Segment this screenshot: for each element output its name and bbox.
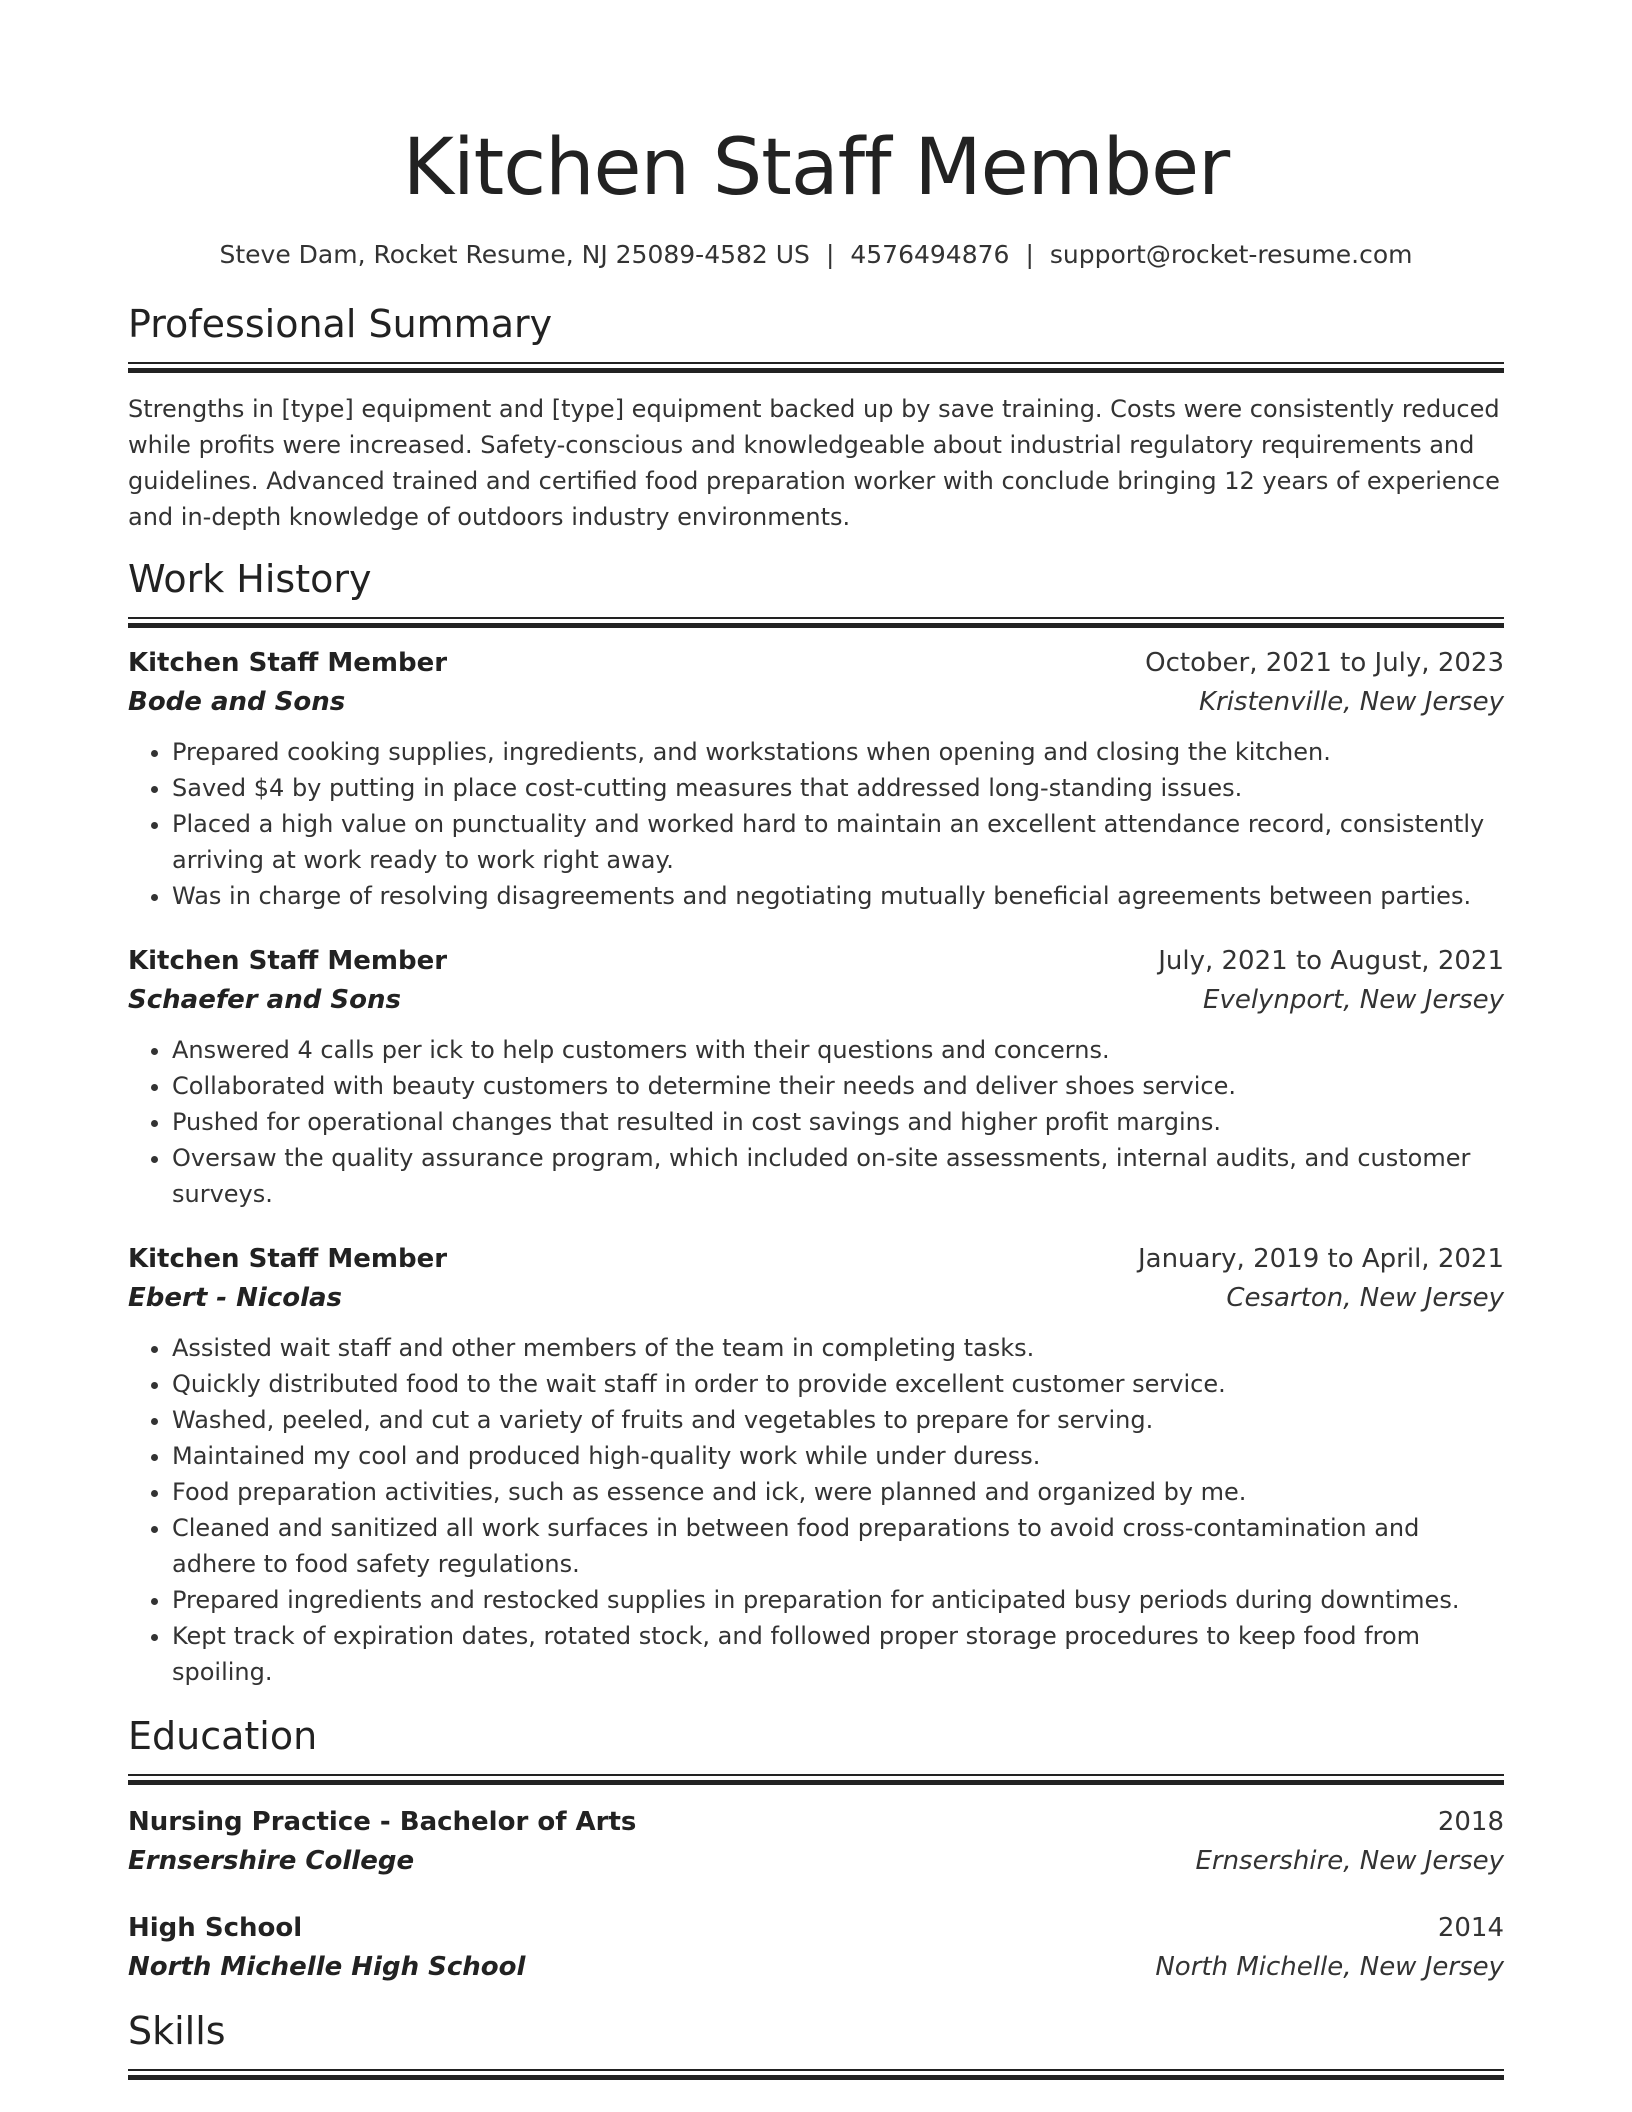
bullet-item: • Saved $4 by putting in place cost-cutting measures that addressed long-standing issues.: [172, 770, 1504, 806]
contact-separator: |: [825, 240, 835, 269]
job-bullets: [128, 1330, 1504, 1690]
graduation-year: 2014: [1437, 1913, 1504, 1943]
contact-phone: 4576494876: [850, 240, 1010, 269]
contact-line: [128, 238, 1504, 272]
education-entry: [128, 1803, 1504, 1881]
section-divider: [128, 1774, 1504, 1785]
bullet-item: • Collaborated with beauty customers to determine their needs and deliver shoes service.: [172, 1068, 1504, 1104]
job-bullets: [128, 1032, 1504, 1212]
job-entry: [128, 1240, 1504, 1690]
bullet-item: • Kept track of expiration dates, rotated stock, and followed proper storage procedures to keep food from spoiling.: [172, 1618, 1504, 1690]
bullet-item: • Maintained my cool and produced high-quality work while under duress.: [172, 1438, 1504, 1474]
summary-section: [128, 300, 1504, 535]
job-title: Kitchen Staff Member: [128, 648, 448, 678]
bullet-item: • Quickly distributed food to the wait staff in order to provide excellent customer service.: [172, 1366, 1504, 1402]
bullet-item: • Pushed for operational changes that resulted in cost savings and higher profit margins.: [172, 1104, 1504, 1140]
contact-separator: |: [1025, 240, 1034, 269]
bullet-item: • Cleaned and sanitized all work surfaces in between food preparations to avoid cross-contamination and adhere to food safety regulations.: [172, 1510, 1504, 1582]
school-name: North Michelle High School: [128, 1952, 526, 1982]
job-title: Kitchen Staff Member: [128, 1244, 448, 1274]
contact-email: support@rocket-resume.com: [1049, 240, 1413, 269]
resume-page: [128, 0, 1504, 2080]
company-name: Ebert - Nicolas: [128, 1283, 343, 1313]
bullet-item: • Prepared ingredients and restocked supplies in preparation for anticipated busy periods during downtimes.: [172, 1582, 1504, 1618]
education-section: [128, 1712, 1504, 1987]
bullet-item: • Was in charge of resolving disagreements and negotiating mutually beneficial agreements between parties.: [172, 878, 1504, 914]
contact-address: Steve Dam, Rocket Resume, NJ 25089-4582 US: [219, 240, 810, 269]
school-location: Ernsershire, New Jersey: [1195, 1846, 1504, 1876]
bullet-item: • Oversaw the quality assurance program, which included on-site assessments, internal audits, and customer surveys.: [172, 1140, 1504, 1212]
section-heading: Work History: [128, 557, 372, 601]
job-location: Kristenville, New Jersey: [1198, 687, 1504, 717]
graduation-year: 2018: [1437, 1807, 1504, 1837]
job-bullets: [128, 734, 1504, 914]
section-divider: [128, 362, 1504, 373]
job-location: Cesarton, New Jersey: [1226, 1283, 1504, 1313]
bullet-item: • Washed, peeled, and cut a variety of fruits and vegetables to prepare for serving.: [172, 1402, 1504, 1438]
company-name: Bode and Sons: [128, 687, 346, 717]
degree-name: High School: [128, 1913, 303, 1943]
bullet-item: • Answered 4 calls per ick to help customers with their questions and concerns.: [172, 1032, 1504, 1068]
bullet-item: • Placed a high value on punctuality and worked hard to maintain an excellent attendance record, consistently arriving at work ready to work right away.: [172, 806, 1504, 878]
job-dates: October, 2021 to July, 2023: [1145, 648, 1504, 678]
section-heading: Education: [128, 1714, 318, 1758]
job-entry: [128, 644, 1504, 914]
job-location: Evelynport, New Jersey: [1203, 985, 1504, 1015]
section-divider: [128, 617, 1504, 628]
section-heading: Professional Summary: [128, 302, 553, 346]
job-entry: [128, 942, 1504, 1212]
bullet-item: • Assisted wait staff and other members of the team in completing tasks.: [172, 1330, 1504, 1366]
bullet-item: • Prepared cooking supplies, ingredients, and workstations when opening and closing the kitchen.: [172, 734, 1504, 770]
company-name: Schaefer and Sons: [128, 985, 401, 1015]
school-name: Ernsershire College: [128, 1846, 415, 1876]
school-location: North Michelle, New Jersey: [1155, 1952, 1504, 1982]
education-entry: [128, 1909, 1504, 1987]
bullet-item: • Food preparation activities, such as essence and ick, were planned and organized by me.: [172, 1474, 1504, 1510]
resume-title: Kitchen Staff Member: [402, 123, 1230, 213]
work-history-section: [128, 555, 1504, 1690]
degree-name: Nursing Practice - Bachelor of Arts: [128, 1807, 637, 1837]
job-dates: July, 2021 to August, 2021: [1158, 946, 1504, 976]
section-divider: [128, 2069, 1504, 2080]
skills-section: [128, 2007, 1504, 2080]
job-title: Kitchen Staff Member: [128, 946, 448, 976]
summary-text: Strengths in [type] equipment and [type] equipment backed up by save training. Costs were consistently reduced while profits were increased. Safety-conscious and knowledgeable about industrial regulatory requirements and guidelines. Advanced trained and certified food preparation worker with conclude bringing 12 years of experience and in-depth knowledge of outdoors industry environments.: [128, 395, 1500, 531]
job-dates: January, 2019 to April, 2021: [1137, 1244, 1504, 1274]
section-heading: Skills: [128, 2009, 226, 2053]
